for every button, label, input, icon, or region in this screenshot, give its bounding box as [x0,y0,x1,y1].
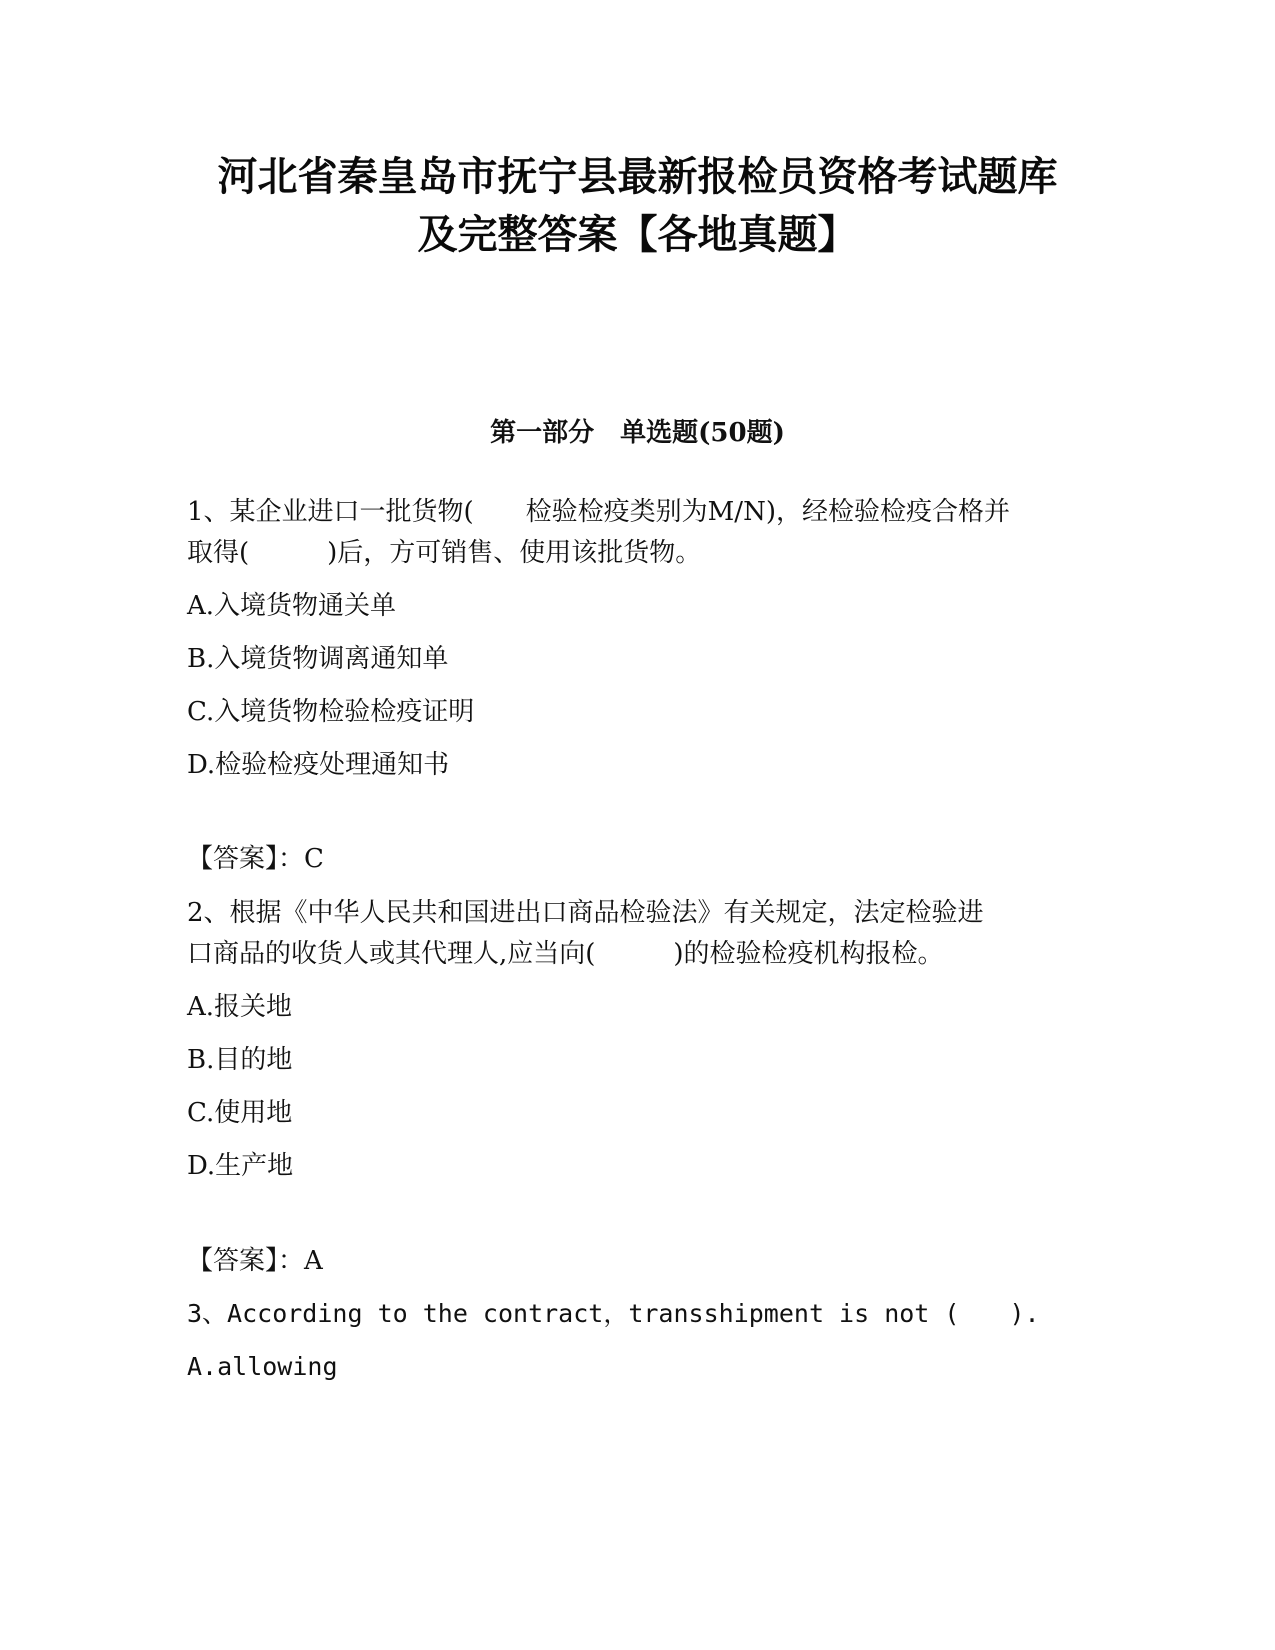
question-2-answer: 【答案】：A [187,1246,323,1276]
question-1-option-a: A.入境货物通关单 [187,591,397,621]
question-2-option-a: A.报关地 [187,992,293,1022]
question-2-option-b: B.目的地 [187,1045,293,1075]
question-1-answer: 【答案】：C [187,844,324,874]
question-1-option-d: D.检验检疫处理通知书 [187,750,450,780]
question-1-option-c: C.入境货物检验检疫证明 [187,697,475,727]
question-2-stem-line-1: 2、根据《中华人民共和国进出口商品检验法》有关规定，法定检验进 [187,898,984,928]
question-2-option-c: C.使用地 [187,1098,293,1128]
section-heading: 第一部分 单选题(50题) [490,418,785,448]
document-title-line-1: 河北省秦皇岛市抚宁县最新报检员资格考试题库 [217,154,1058,200]
question-3-stem-line-1: 3、According to the contract，transshipment is not ( ). [187,1299,1040,1328]
question-3-option-a: A.allowing [187,1352,338,1381]
question-1-stem-line-2: 取得( )后，方可销售、使用该批货物。 [187,538,702,568]
question-2-stem-line-2: 口商品的收货人或其代理人,应当向( )的检验检疫机构报检。 [187,939,944,969]
question-2-option-d: D.生产地 [187,1151,294,1181]
question-1-option-b: B.入境货物调离通知单 [187,644,449,674]
document-title-line-2: 及完整答案【各地真题】 [417,212,858,258]
question-1-stem-line-1: 1、某企业进口一批货物( 检验检疫类别为M/N)，经检验检疫合格并 [187,497,1010,527]
